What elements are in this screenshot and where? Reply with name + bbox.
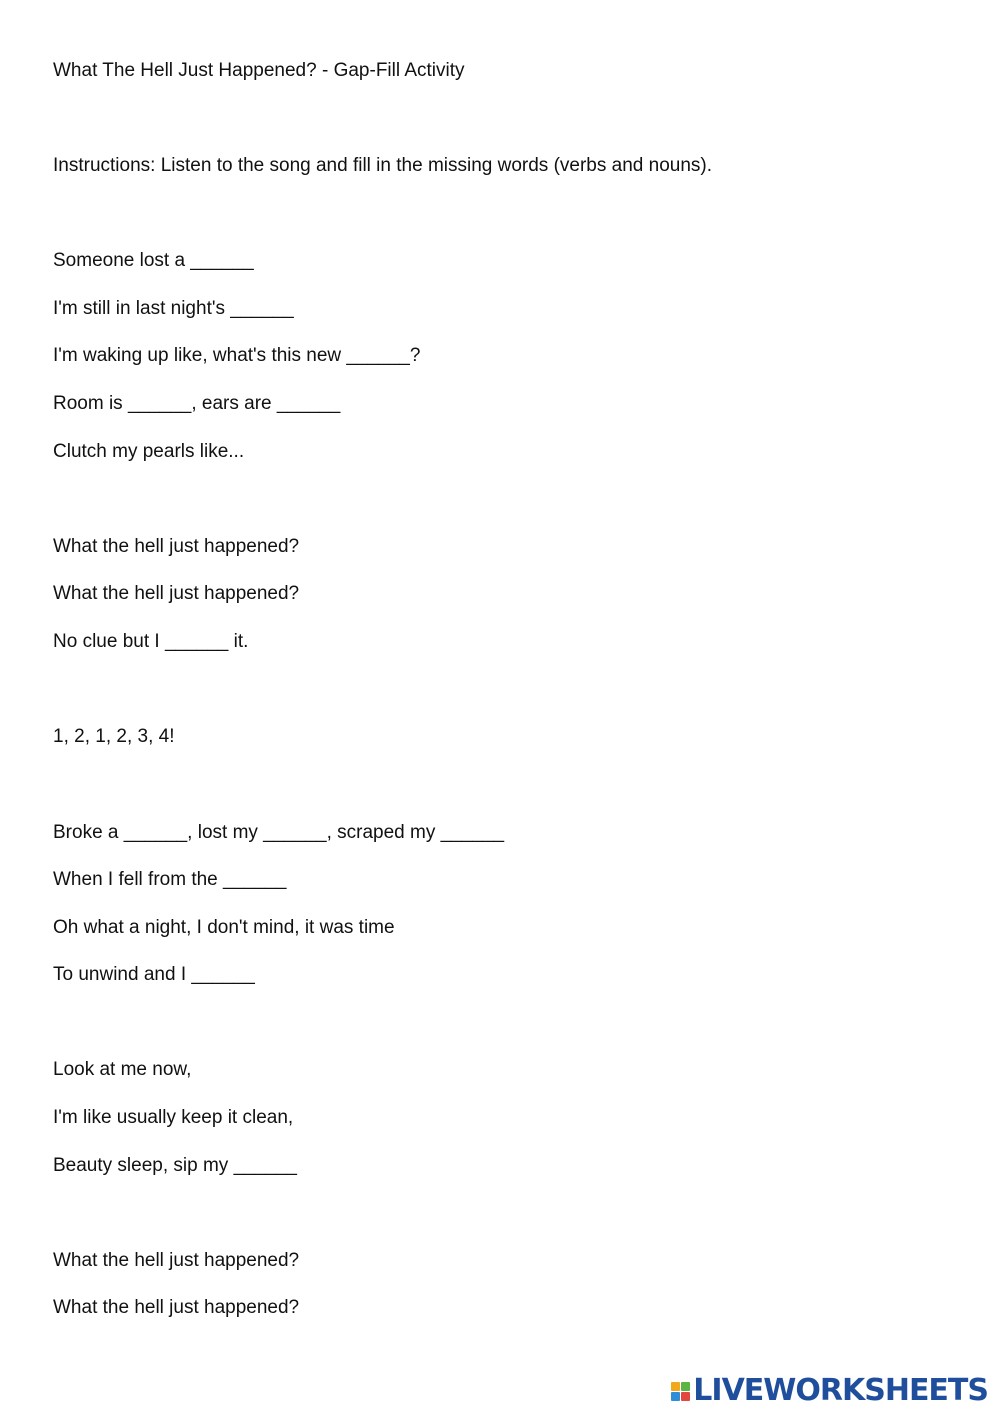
lyric-line: Clutch my pearls like... <box>53 441 245 462</box>
instructions: Instructions: Listen to the song and fill in the missing words (verbs and nouns). <box>53 155 713 176</box>
lyric-line: What the hell just happened? <box>53 583 300 604</box>
lyric-line: Beauty sleep, sip my ______ <box>53 1155 297 1176</box>
lyric-count: 1, 2, 1, 2, 3, 4! <box>53 726 175 747</box>
logo-text: LIVEWORKSHEETS <box>693 1373 988 1408</box>
lyric-line: Someone lost a ______ <box>53 250 254 271</box>
liveworksheets-logo <box>671 1373 988 1408</box>
logo-square <box>671 1392 680 1401</box>
lyric-line: I'm waking up like, what's this new ______? <box>53 345 421 366</box>
logo-square <box>671 1382 680 1391</box>
lyric-line: What the hell just happened? <box>53 1297 300 1318</box>
lyric-line: When I fell from the ______ <box>53 869 287 890</box>
lyric-line: No clue but I ______ it. <box>53 631 249 652</box>
lyric-line: What the hell just happened? <box>53 536 300 557</box>
lyric-line: To unwind and I ______ <box>53 964 255 985</box>
document-title: What The Hell Just Happened? - Gap-Fill Activity <box>53 60 465 81</box>
lyric-line: Oh what a night, I don't mind, it was time <box>53 917 395 938</box>
lyric-line: Room is ______, ears are ______ <box>53 393 341 414</box>
lyric-line: Broke a ______, lost my ______, scraped my ______ <box>53 822 505 843</box>
logo-square <box>681 1392 690 1401</box>
lyric-line: I'm like usually keep it clean, <box>53 1107 294 1128</box>
lyric-line: I'm still in last night's ______ <box>53 298 294 319</box>
logo-square <box>681 1382 690 1391</box>
logo-mark-icon <box>671 1382 690 1401</box>
lyric-line: Look at me now, <box>53 1059 192 1080</box>
lyric-line: What the hell just happened? <box>53 1250 300 1271</box>
